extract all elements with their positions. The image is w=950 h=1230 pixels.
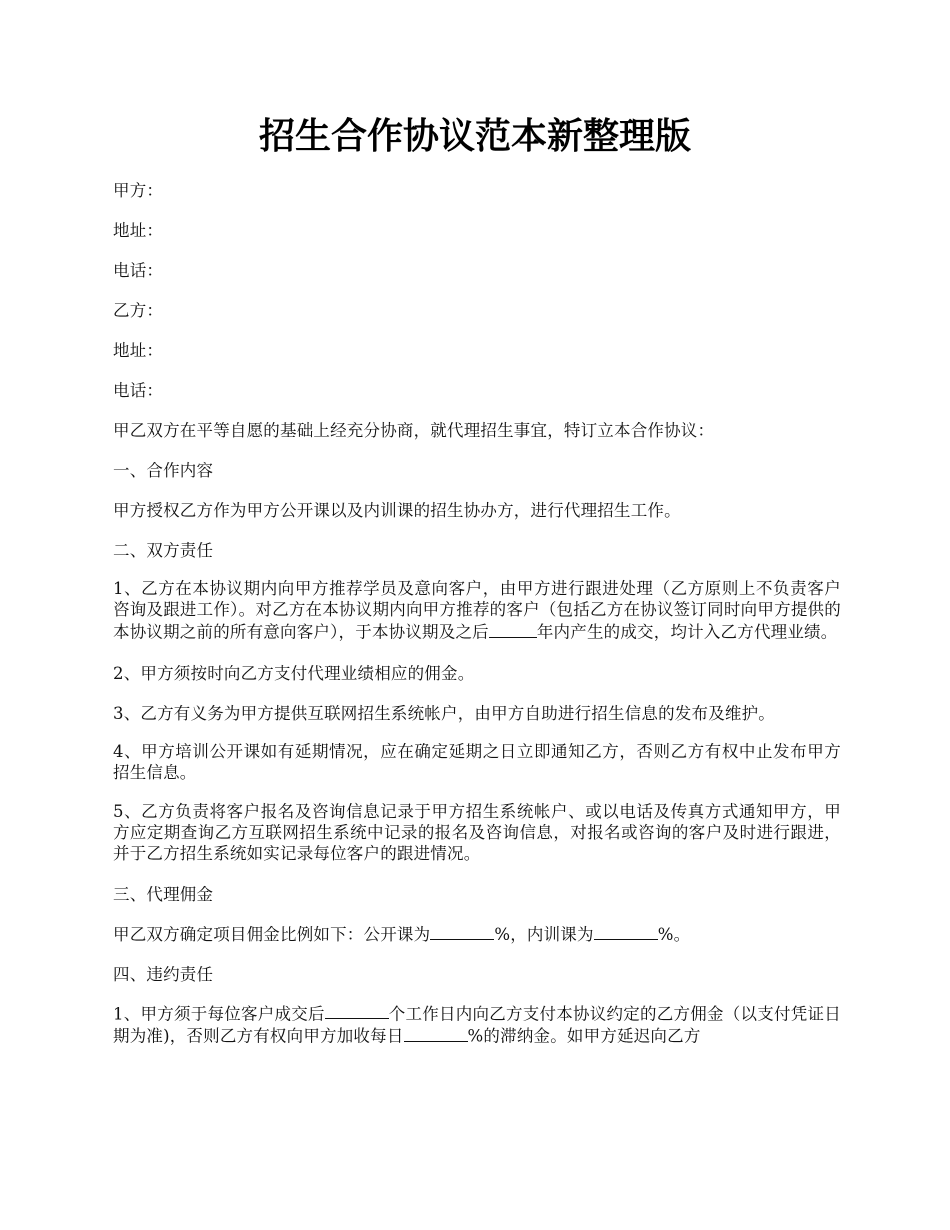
clause-2-4: 4、甲方培训公开课如有延期情况，应在确定延期之日立即通知乙方，否则乙方有权中止发布甲方招生信息。 xyxy=(113,741,841,782)
clause-4-1-text-mid: 个工作日内向乙方支付本协议约定的乙方佣金（以支付凭证日期为准)，否则乙方有权向甲方加收每日 xyxy=(113,1004,841,1046)
party-a-label: 甲方： xyxy=(113,181,164,200)
preamble: 甲乙双方在平等自愿的基础上经充分协商，就代理招生事宜，特订立本合作协议： xyxy=(113,421,715,440)
party-a-phone-label: 电话： xyxy=(113,261,164,280)
clause-4-1-text: 1、甲方须于每位客户成交后 xyxy=(113,1004,325,1023)
commission-clause xyxy=(113,922,841,948)
clause-2-1 xyxy=(113,578,841,643)
section-heading-liability: 四、违约责任 xyxy=(113,964,214,984)
clause-4-1 xyxy=(113,1002,841,1047)
clause-4-1-text-end: %的滞纳金。如甲方延迟向乙方 xyxy=(467,1026,701,1046)
blank-years xyxy=(489,620,537,638)
clause-2-1-text-end: 年内产生的成交，均计入乙方代理业绩。 xyxy=(536,622,838,642)
commission-text-mid: %，内训课为 xyxy=(494,924,594,944)
blank-public-course-rate xyxy=(430,922,494,940)
section-heading-commission: 三、代理佣金 xyxy=(113,884,214,904)
party-a-address-label: 地址： xyxy=(113,221,164,240)
clause-2-3: 3、乙方有义务为甲方提供互联网招生系统帐户，由甲方自助进行招生信息的发布及维护。 xyxy=(113,703,775,723)
blank-late-fee-rate xyxy=(404,1024,468,1042)
party-b-phone-label: 电话： xyxy=(113,381,164,400)
commission-text: 甲乙双方确定项目佣金比例如下：公开课为 xyxy=(113,924,431,944)
section-heading-cooperation: 一、合作内容 xyxy=(113,461,214,480)
section-heading-responsibilities: 二、双方责任 xyxy=(113,541,214,560)
cooperation-text: 甲方授权乙方作为甲方公开课以及内训课的招生协办方，进行代理招生工作。 xyxy=(113,501,681,520)
blank-inhouse-course-rate xyxy=(594,922,658,940)
clause-2-5: 5、乙方负责将客户报名及咨询信息记录于甲方招生系统帐户、或以电话及传真方式通知甲方，甲方应定期查询乙方互联网招生系统中记录的报名及咨询信息，对报名或咨询的客户及时进行跟进，并于乙方招生系统如实记录每位客户的跟进情况。 xyxy=(113,801,841,863)
document-title: 招生合作协议范本新整理版 xyxy=(258,115,691,157)
clause-2-1-text: 1、乙方在本协议期内向甲方推荐学员及意向客户，由甲方进行跟进处理（乙方原则上不负责客户咨询及跟进工作）。对乙方在本协议期内向甲方推荐的客户（包括乙方在协议签订同时向甲方提供的本协议期之前的所有意向客户），于本协议期及之后 xyxy=(113,579,841,642)
party-b-address-label: 地址： xyxy=(113,341,164,360)
clause-2-2: 2、甲方须按时向乙方支付代理业绩相应的佣金。 xyxy=(113,663,475,683)
party-b-label: 乙方： xyxy=(113,301,164,320)
document-body xyxy=(113,178,841,1065)
blank-working-days xyxy=(325,1002,389,1020)
commission-text-end: %。 xyxy=(657,924,691,944)
